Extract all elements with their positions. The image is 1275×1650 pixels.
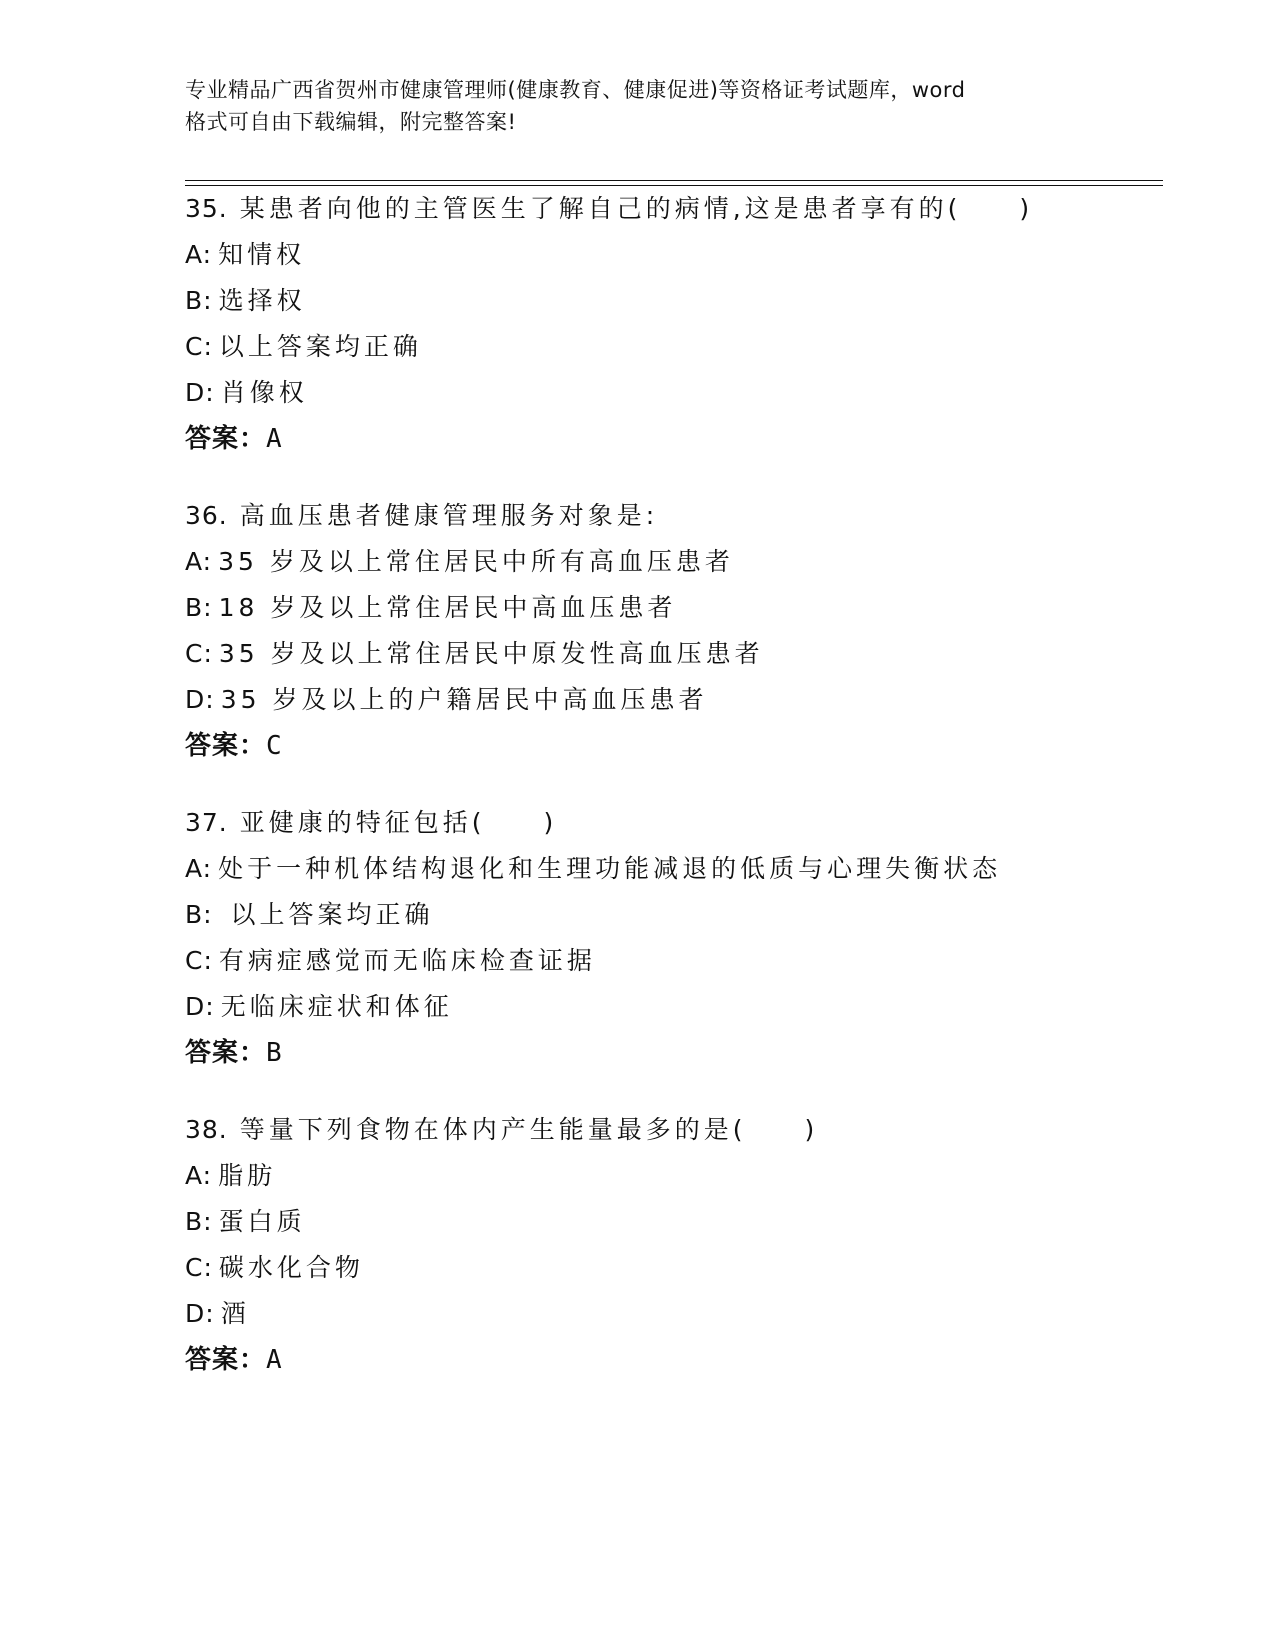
option-text: 酒 bbox=[220, 1299, 250, 1328]
question-stem bbox=[185, 186, 1185, 232]
option-label: A: bbox=[185, 1161, 213, 1190]
option-label: A: bbox=[185, 547, 213, 576]
option-a bbox=[185, 1153, 1185, 1199]
answer bbox=[185, 416, 1185, 462]
answer-value: A bbox=[266, 424, 283, 454]
option-label: B: bbox=[185, 1207, 213, 1236]
question-36 bbox=[185, 493, 1185, 769]
option-label: D: bbox=[185, 378, 215, 407]
question-stem bbox=[185, 1107, 1185, 1153]
question-text: 等量下列食物在体内产生能量最多的是( ) bbox=[239, 1115, 819, 1144]
answer-label: 答案： bbox=[185, 731, 267, 761]
option-text: 蛋白质 bbox=[218, 1207, 306, 1236]
option-b bbox=[185, 892, 1185, 938]
document-header bbox=[185, 74, 1085, 138]
question-38 bbox=[185, 1107, 1185, 1383]
option-text: 碳水化合物 bbox=[218, 1253, 364, 1282]
option-a bbox=[185, 539, 1185, 585]
question-stem bbox=[185, 493, 1185, 539]
option-text: 肖像权 bbox=[220, 378, 308, 407]
option-label: C: bbox=[185, 639, 213, 668]
option-text: 处于一种机体结构退化和生理功能减退的低质与心理失衡状态 bbox=[218, 854, 1002, 883]
option-label: C: bbox=[185, 1253, 213, 1282]
answer-label: 答案： bbox=[185, 1345, 267, 1375]
question-number: 35. bbox=[185, 194, 228, 223]
option-text: 18 岁及以上常住居民中高血压患者 bbox=[218, 593, 677, 622]
option-c bbox=[185, 1245, 1185, 1291]
question-text: 亚健康的特征包括( ) bbox=[239, 808, 558, 837]
option-label: D: bbox=[185, 992, 215, 1021]
option-label: B: bbox=[185, 900, 213, 929]
option-text: 35 岁及以上常住居民中原发性高血压患者 bbox=[218, 639, 764, 668]
option-label: D: bbox=[185, 1299, 215, 1328]
question-stem bbox=[185, 800, 1185, 846]
option-text: 以上答案均正确 bbox=[218, 332, 422, 361]
answer-value: B bbox=[266, 1038, 283, 1068]
option-text: 选择权 bbox=[218, 286, 306, 315]
header-line-2: 格式可自由下载编辑，附完整答案! bbox=[185, 110, 517, 134]
option-text: 有病症感觉而无临床检查证据 bbox=[218, 946, 596, 975]
option-text: 知情权 bbox=[218, 240, 306, 269]
answer bbox=[185, 1337, 1185, 1383]
answer-label: 答案： bbox=[185, 424, 267, 454]
question-number: 38. bbox=[185, 1115, 228, 1144]
option-c bbox=[185, 324, 1185, 370]
question-text: 某患者向他的主管医生了解自己的病情,这是患者享有的( ) bbox=[239, 194, 1034, 223]
option-b bbox=[185, 278, 1185, 324]
question-text: 高血压患者健康管理服务对象是: bbox=[239, 501, 659, 530]
option-d bbox=[185, 677, 1185, 723]
option-text: 35 岁及以上的户籍居民中高血压患者 bbox=[220, 685, 708, 714]
answer bbox=[185, 723, 1185, 769]
answer-value: A bbox=[266, 1345, 283, 1375]
option-label: B: bbox=[185, 286, 213, 315]
option-label: C: bbox=[185, 946, 213, 975]
answer-value: C bbox=[266, 731, 283, 761]
header-line-1: 专业精品广西省贺州市健康管理师(健康教育、健康促进)等资格证考试题库，word bbox=[185, 78, 966, 102]
option-c bbox=[185, 631, 1185, 677]
option-label: D: bbox=[185, 685, 215, 714]
header-divider-top bbox=[185, 180, 1163, 181]
option-text: 以上答案均正确 bbox=[218, 900, 434, 929]
option-text: 35 岁及以上常住居民中所有高血压患者 bbox=[218, 547, 734, 576]
question-37 bbox=[185, 800, 1185, 1076]
option-label: B: bbox=[185, 593, 213, 622]
option-label: C: bbox=[185, 332, 213, 361]
question-number: 37. bbox=[185, 808, 228, 837]
option-d bbox=[185, 984, 1185, 1030]
option-a bbox=[185, 846, 1185, 892]
option-b bbox=[185, 585, 1185, 631]
option-text: 无临床症状和体征 bbox=[220, 992, 453, 1021]
option-a bbox=[185, 232, 1185, 278]
option-b bbox=[185, 1199, 1185, 1245]
option-label: A: bbox=[185, 240, 213, 269]
answer bbox=[185, 1030, 1185, 1076]
option-text: 脂肪 bbox=[218, 1161, 277, 1190]
question-35 bbox=[185, 186, 1185, 462]
answer-label: 答案： bbox=[185, 1038, 267, 1068]
option-d bbox=[185, 1291, 1185, 1337]
option-c bbox=[185, 938, 1185, 984]
option-d bbox=[185, 370, 1185, 416]
question-number: 36. bbox=[185, 501, 228, 530]
option-label: A: bbox=[185, 854, 213, 883]
